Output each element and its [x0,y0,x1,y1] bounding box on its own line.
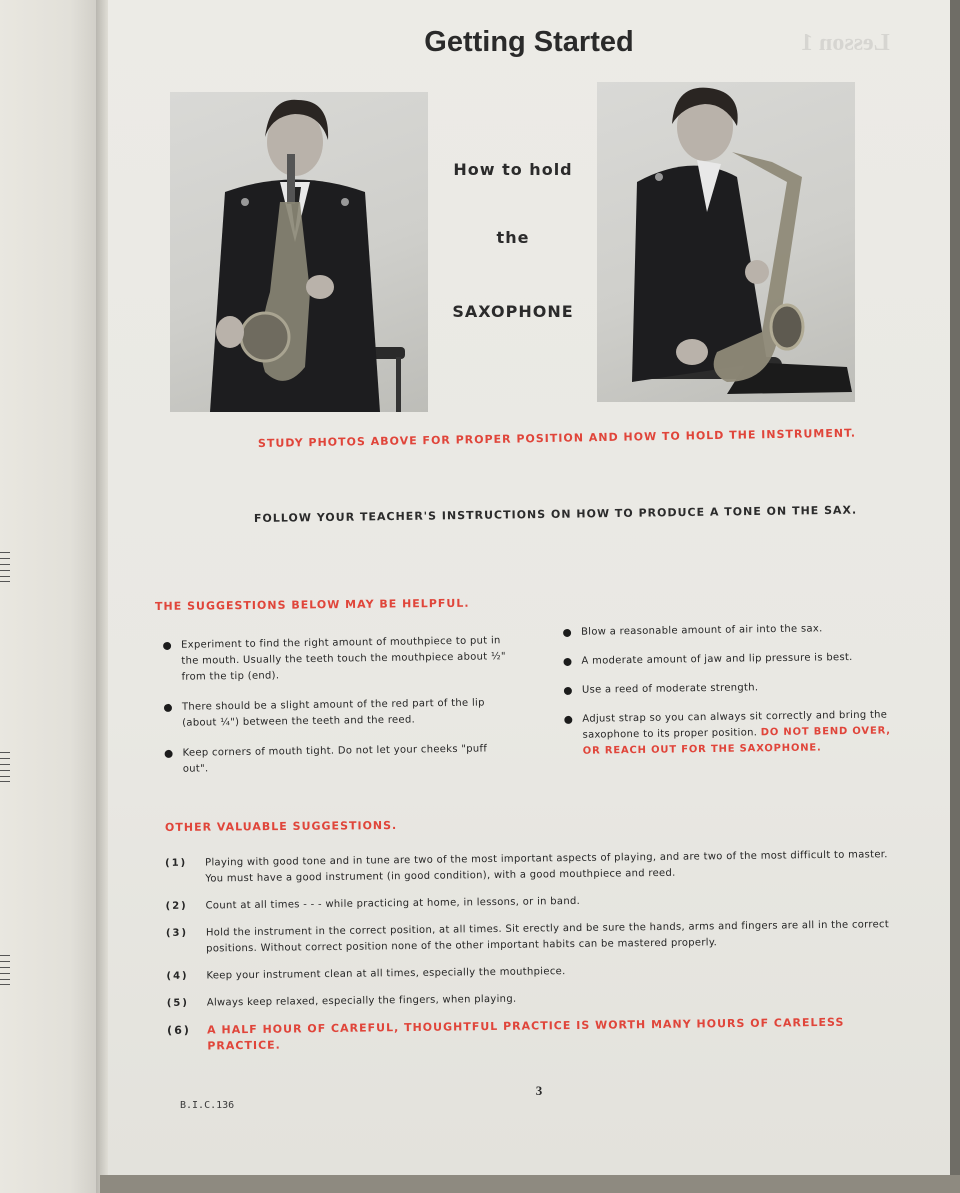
list-item [165,741,515,778]
bullet-icon [563,629,571,637]
book-page [108,0,950,1175]
bullet-text: Use a reed of moderate strength. [581,682,759,696]
hold-line-1: How to hold [453,160,573,179]
list-item [166,890,906,915]
publication-code: B.I.C.136 [180,1100,235,1111]
item-number: (5) [166,997,189,1009]
other-suggestions-heading: OTHER VALUABLE SUGGESTIONS. [164,818,398,834]
item-text: Hold the instrument in the correct position, at all times. Sit erectly and be sure the hands, arms and fingers are all in the correct positions. Without correct position none of the other important habits can be mastered properly. [205,919,890,955]
suggestions-left-column [163,633,515,792]
bullet-icon [165,750,173,758]
staff-fragment [0,955,10,985]
list-item [564,678,904,699]
item-number: (6) [167,1023,191,1037]
list-item [564,707,905,760]
page-number: 3 [535,1083,543,1098]
bullet-warning-text: DO NOT BEND OVER, OR REACH OUT FOR THE SAXOPHONE. [582,725,891,757]
bullet-text: Blow a reasonable amount of air into the sax. [581,623,823,638]
list-item [163,633,514,686]
item-number: (1) [165,857,188,869]
staff-fragment [0,552,10,582]
list-item [165,847,905,888]
bullet-text: There should be a slight amount of the red part of the lip (about ¼") between the teeth and the reed. [181,697,485,729]
photo-side-view [597,82,855,402]
bullet-icon [564,716,572,724]
bullet-text: Experiment to find the right amount of mouthpiece to put in the mouth. Usually the teeth touch the mouthpiece about ½" from the tip (end). [181,635,506,683]
bleed-through-text: Lesson 1 [801,30,890,56]
list-item [166,917,906,958]
left-page-edge [0,0,100,1193]
staff-fragment [0,752,10,782]
list-item [167,987,907,1012]
item-text: Always keep relaxed, especially the fingers, when playing. [206,993,517,1009]
suggestions-heading: THE SUGGESTIONS BELOW MAY BE HELPFUL. [154,596,470,613]
table-edge [100,1175,960,1193]
follow-instructions-caption: FOLLOW YOUR TEACHER'S INSTRUCTIONS ON HOW TO PRODUCE A TONE ON THE SAX. [253,503,858,525]
bullet-text: Adjust strap so you can always sit correctly and bring the saxophone to its proper position. [582,709,888,741]
bullet-icon [163,642,171,650]
item-number: (4) [166,970,189,982]
page-title: Getting Started [424,26,634,58]
table-edge [950,0,960,1193]
list-item [563,649,903,670]
numbered-suggestions [165,847,908,1066]
item-text: Keep your instrument clean at all times, especially the mouthpiece. [206,966,566,982]
item-number: (3) [165,927,189,939]
bullet-icon [564,687,572,695]
list-item [166,960,906,985]
list-item [563,620,903,641]
suggestions-right-column [563,620,905,773]
list-item [164,695,514,732]
bullet-icon [164,704,172,712]
bullet-text: A moderate amount of jaw and lip pressure is best. [581,651,853,667]
item-text: A HALF HOUR OF CAREFUL, THOUGHTFUL PRACTICE IS WORTH MANY HOURS OF CARELESS PRACTICE. [207,1015,845,1053]
photo-front-view [170,92,428,412]
study-photos-caption: STUDY PHOTOS ABOVE FOR PROPER POSITION AND HOW TO HOLD THE INSTRUMENT. [257,426,857,450]
hold-line-2: the [496,228,530,247]
saxophonist-side-illustration [597,82,855,402]
item-text: Playing with good tone and in tune are two of the most important aspects of playing, and are two of the most difficult to master. You must have a good instrument (in good condition), with a good mouthpiece and reed. [205,849,888,885]
list-item [167,1014,907,1055]
item-number: (2) [165,900,188,912]
bullet-icon [563,658,571,666]
saxophonist-front-illustration [170,92,428,412]
hold-line-3: SAXOPHONE [452,302,574,321]
item-text: Count at all times - - - while practicing at home, in lessons, or in band. [205,895,581,912]
bullet-text: Keep corners of mouth tight. Do not let your cheeks "puff out". [182,743,488,775]
